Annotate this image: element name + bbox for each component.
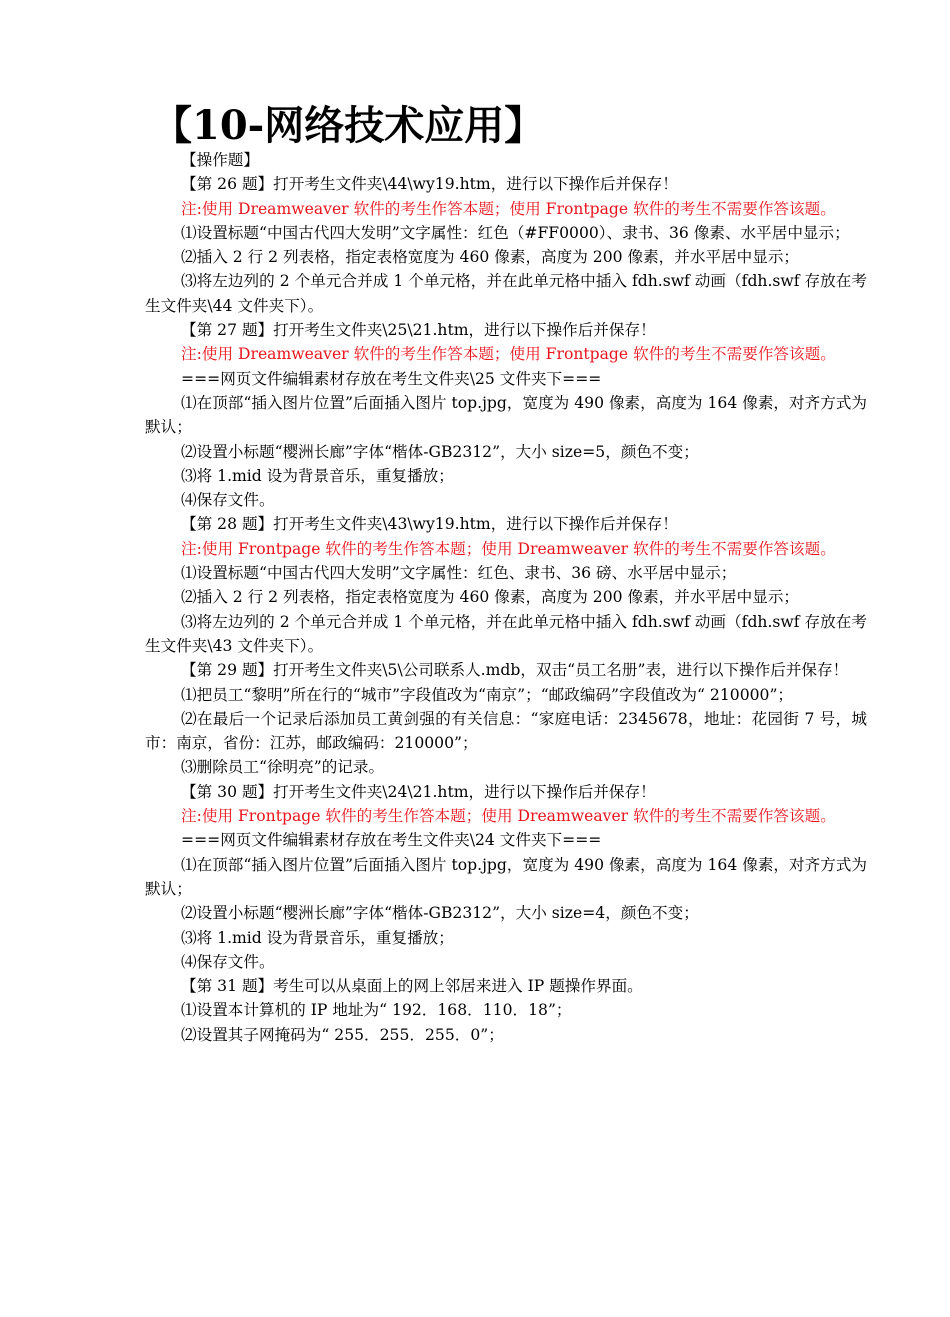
body-paragraph: ⑷保存文件。 [181, 491, 275, 510]
body-paragraph: 【第 27 题】打开考生文件夹\25\21.htm，进行以下操作后并保存！ [181, 321, 656, 340]
body-paragraph: ⑵设置小标题“樱洲长廊”字体“楷体-GB2312”，大小 size=5，颜色不变； [181, 442, 699, 461]
body-paragraph: 【操作题】 [181, 151, 259, 169]
body-paragraph: ⑶将左边列的 2 个单元合并成 1 个单元格，并在此单元格中插入 fdh.swf 动画（fdh.swf 存放在考生文件夹\43 文件夹下）。 [145, 612, 867, 655]
body-paragraph: 【第 28 题】打开考生文件夹\43\wy19.htm，进行以下操作后并保存！ [181, 515, 678, 534]
body-paragraph: ⑵在最后一个记录后添加员工黄剑强的有关信息：“家庭电话：2345678，地址：花园街 7 号，城市：南京，省份：江苏，邮政编码：210000”； [145, 709, 867, 753]
body-paragraph: ⑵插入 2 行 2 列表格，指定表格宽度为 460 像素，高度为 200 像素，并水平居中显示； [181, 248, 800, 267]
body-paragraph: ⑴在顶部“插入图片位置”后面插入图片 top.jpg，宽度为 490 像素，高度为 164 像素，对齐方式为默认； [145, 855, 867, 898]
body-paragraph: ⑴设置本计算机的 IP 地址为“ 192．168．110．18”； [181, 1001, 572, 1020]
document-title: 【10-网络技术应用】 [152, 102, 545, 149]
body-paragraph: 【第 31 题】考生可以从桌面上的网上邻居来进入 IP 题操作界面。 [181, 977, 643, 996]
body-paragraph: ⑴在顶部“插入图片位置”后面插入图片 top.jpg，宽度为 490 像素，高度为 164 像素，对齐方式为默认； [145, 393, 867, 437]
body-paragraph: 【第 30 题】打开考生文件夹\24\21.htm，进行以下操作后并保存！ [181, 782, 656, 801]
body-paragraph: ⑶将 1.mid 设为背景音乐，重复播放； [181, 466, 454, 485]
body-paragraph: ⑴设置标题“中国古代四大发明”文字属性：红色（#FF0000）、隶书、36 像素、水平居中显示； [181, 223, 850, 242]
body-paragraph: 【第 26 题】打开考生文件夹\44\wy19.htm，进行以下操作后并保存！ [181, 175, 678, 194]
body-paragraph: ===网页文件编辑素材存放在考生文件夹\24 文件夹下=== [181, 831, 602, 850]
body-paragraph: ⑶将 1.mid 设为背景音乐，重复播放； [181, 928, 454, 947]
body-paragraph: ⑵设置小标题“樱洲长廊”字体“楷体-GB2312”，大小 size=4，颜色不变； [181, 904, 699, 923]
body-paragraph: ⑷保存文件。 [181, 952, 275, 971]
body-paragraph: 【第 29 题】打开考生文件夹\5\公司联系人.mdb，双击“员工名册”表，进行以下操作后并保存！ [181, 661, 849, 680]
note-paragraph: 注:使用 Dreamweaver 软件的考生作答本题；使用 Frontpage 软件的考生不需要作答该题。 [181, 199, 836, 218]
body-paragraph: ⑵设置其子网掩码为“ 255．255．255．0”； [181, 1025, 504, 1044]
note-paragraph: 注:使用 Frontpage 软件的考生作答本题；使用 Dreamweaver 软件的考生不需要作答该题。 [181, 539, 836, 558]
document-body [145, 148, 867, 1047]
note-paragraph: 注:使用 Frontpage 软件的考生作答本题；使用 Dreamweaver 软件的考生不需要作答该题。 [181, 807, 836, 826]
body-paragraph: ⑶将左边列的 2 个单元合并成 1 个单元格，并在此单元格中插入 fdh.swf 动画（fdh.swf 存放在考生文件夹\44 文件夹下）。 [145, 272, 867, 315]
body-paragraph: ⑵插入 2 行 2 列表格，指定表格宽度为 460 像素，高度为 200 像素，并水平居中显示； [181, 588, 800, 607]
body-paragraph: ⑴把员工“黎明”所在行的“城市”字段值改为“南京”；“邮政编码”字段值改为“ 210000”； [181, 685, 794, 704]
body-paragraph: ⑶删除员工“徐明亮”的记录。 [181, 758, 385, 777]
note-paragraph: 注:使用 Dreamweaver 软件的考生作答本题；使用 Frontpage 软件的考生不需要作答该题。 [181, 345, 836, 364]
body-paragraph: ⑴设置标题“中国古代四大发明”文字属性：红色、隶书、36 磅、水平居中显示； [181, 564, 737, 583]
body-paragraph: ===网页文件编辑素材存放在考生文件夹\25 文件夹下=== [181, 369, 602, 388]
